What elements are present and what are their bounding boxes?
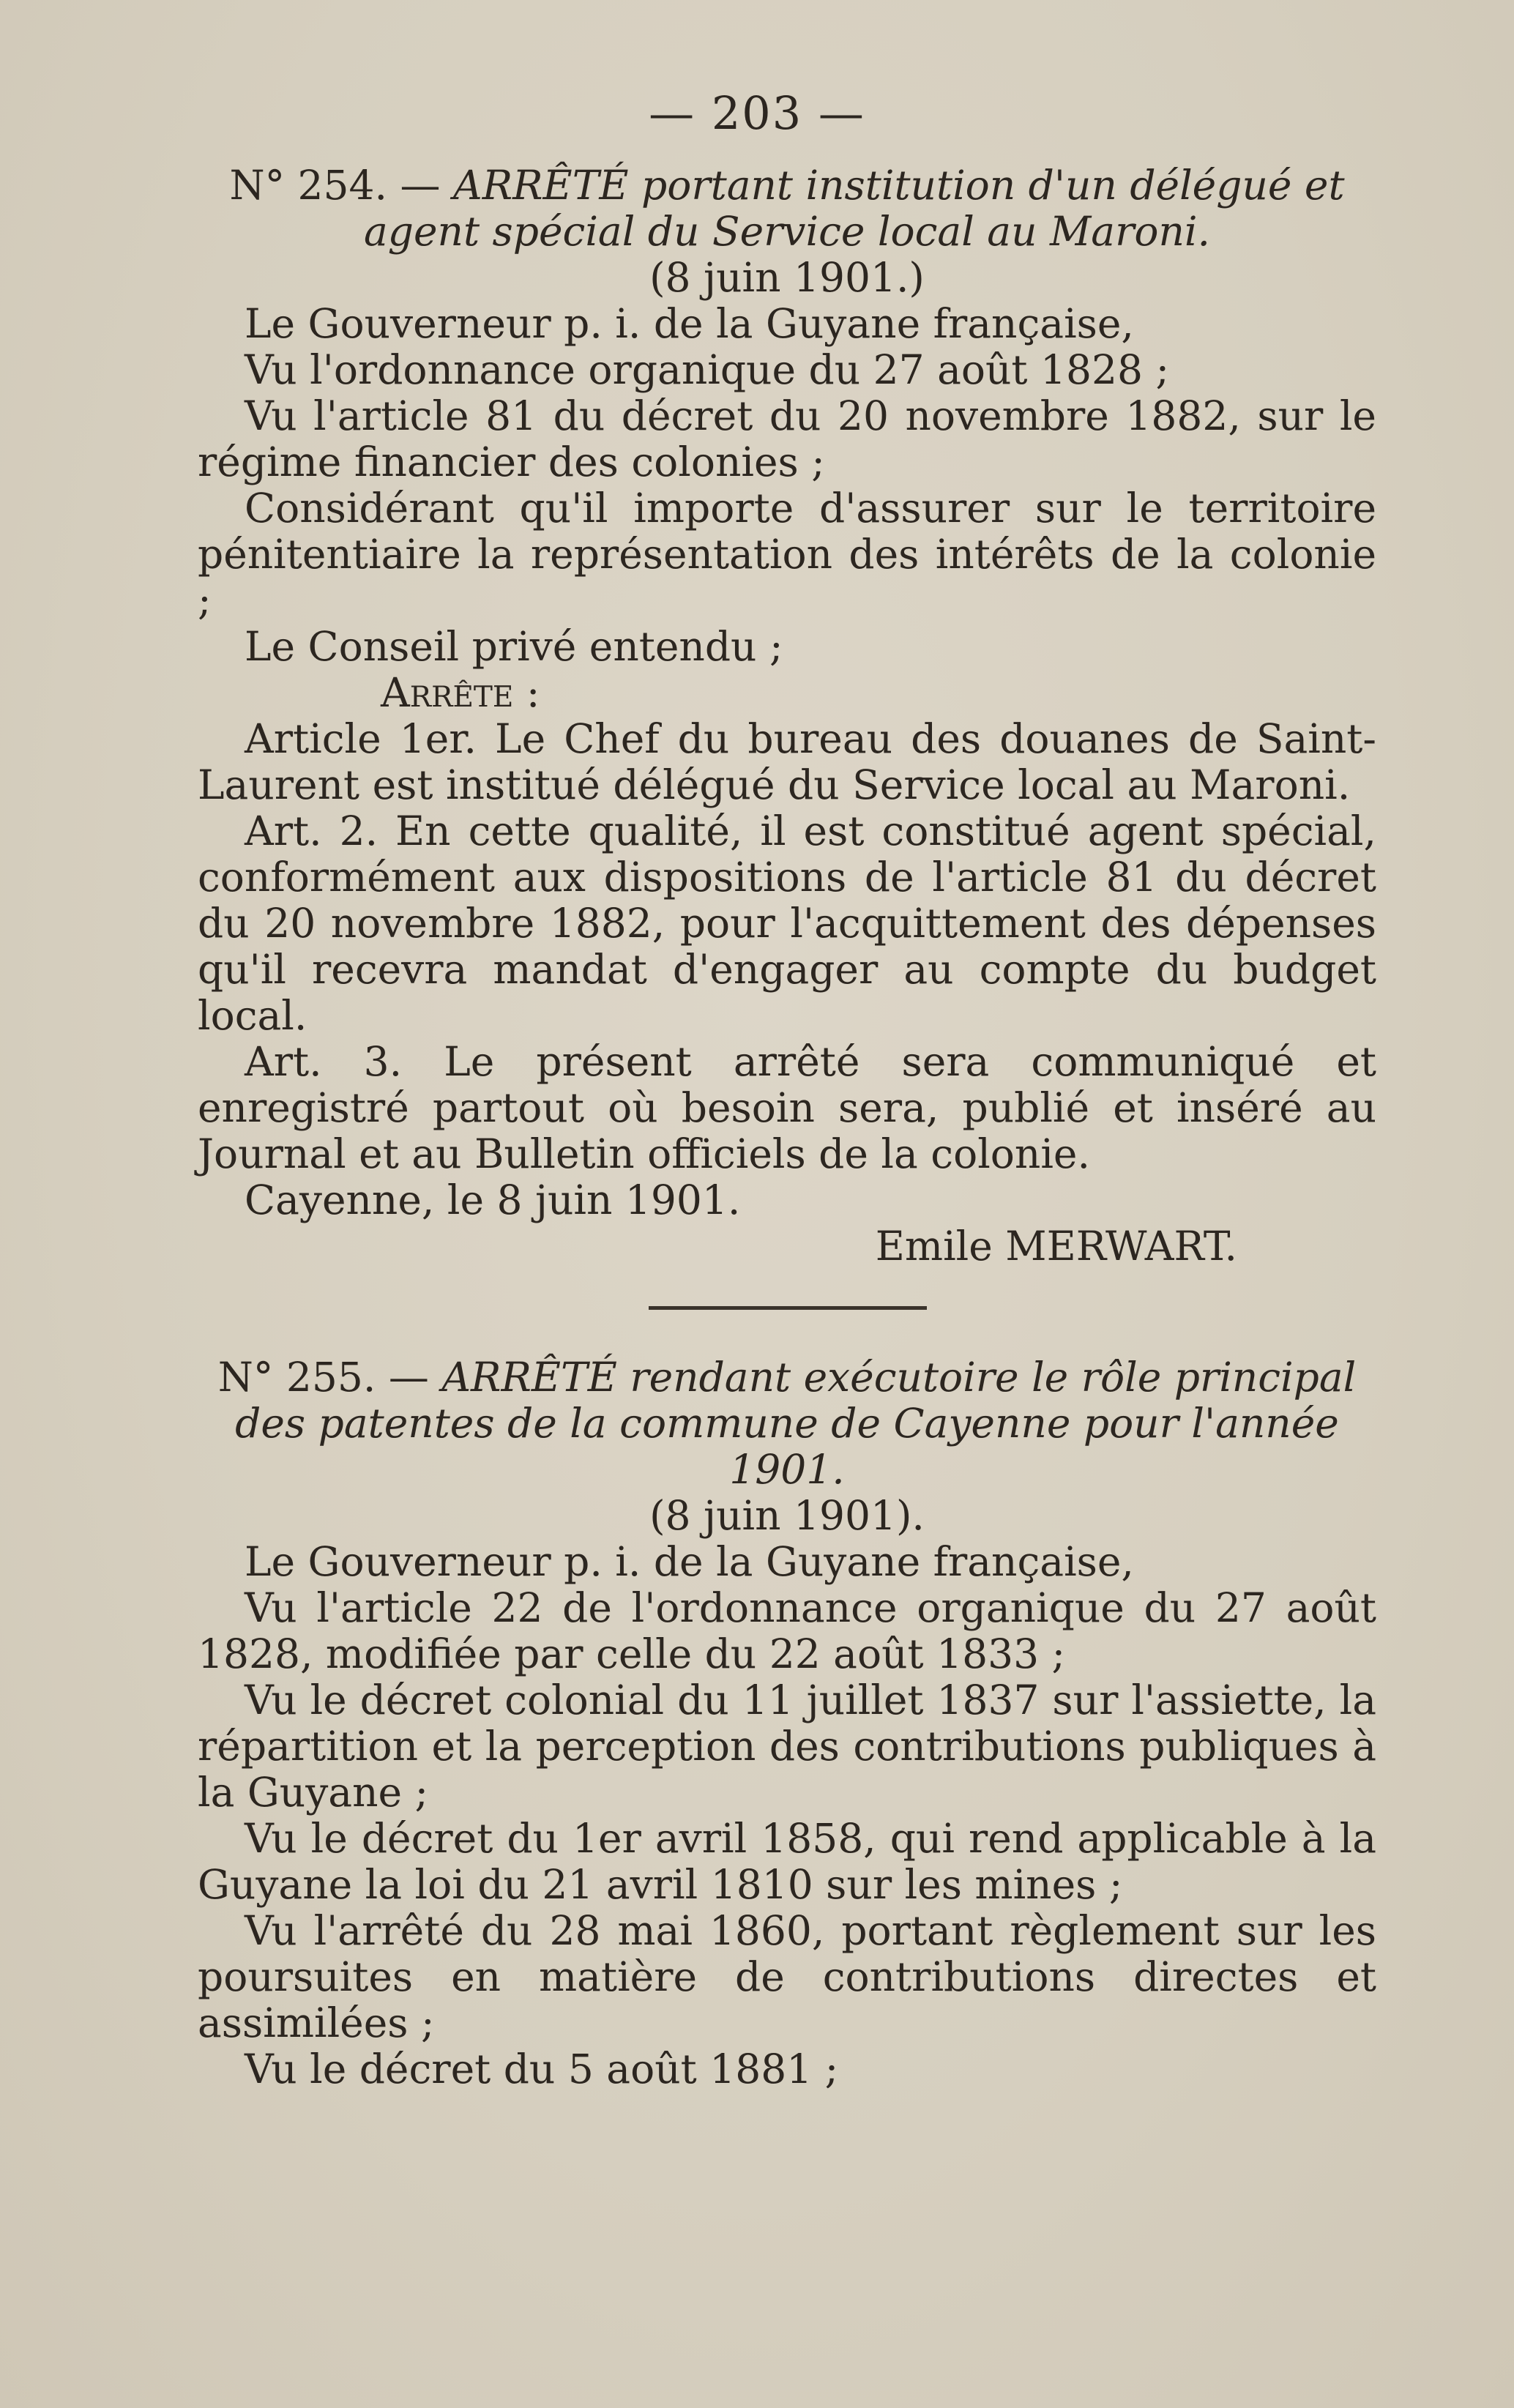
act-254-signature: Emile MERWART. bbox=[875, 1223, 1237, 1270]
act-255 bbox=[198, 1354, 1376, 2092]
act-255-governor: Le Gouverneur p. i. de la Guyane française, bbox=[245, 1538, 1134, 1585]
act-255-heading bbox=[198, 1354, 1376, 1493]
act-254 bbox=[198, 163, 1376, 1270]
act-255-vu-arrete-1860: Vu l'arrêté du 28 mai 1860, portant règlement sur les poursuites en matière de contributions directes et assimilées ; bbox=[198, 1907, 1376, 2046]
act-255-vu-decret-1858: Vu le décret du 1er avril 1858, qui rend applicable à la Guyane la loi du 21 avril 1810 sur les mines ; bbox=[198, 1815, 1376, 1908]
act-254-place-date: Cayenne, le 8 juin 1901. bbox=[245, 1177, 741, 1223]
act-255-date: (8 juin 1901). bbox=[649, 1492, 925, 1539]
act-254-article-2: Art. 2. En cette qualité, il est constitué agent spécial, conformément aux dispositions de l'article 81 du décret du 20 novembre 1882, pour l'acquittement des dépenses qu'il recevra mandat d'engager au compte du budget local. bbox=[198, 808, 1376, 1039]
act-254-heading bbox=[198, 163, 1376, 255]
act-254-number: N° 254. — bbox=[229, 162, 441, 209]
act-254-considerant: Considérant qu'il importe d'assurer sur le territoire pénitentiaire la représentation des intérêts de la colonie ; bbox=[198, 485, 1376, 624]
act-255-vu-article-22: Vu l'article 22 de l'ordonnance organique du 27 août 1828, modifiée par celle du 22 août 1833 ; bbox=[198, 1584, 1376, 1677]
act-254-arrete: Arrête : bbox=[381, 669, 540, 716]
act-255-number: N° 255. — bbox=[217, 1354, 429, 1401]
act-254-conseil: Le Conseil privé entendu ; bbox=[245, 623, 783, 670]
act-255-title: ARRÊTÉ rendant exécutoire le rôle principal des patentes de la commune de Cayenne pour l'année 1901. bbox=[235, 1354, 1357, 1493]
act-254-vu-article: Vu l'article 81 du décret du 20 novembre 1882, sur le régime financier des colonies ; bbox=[198, 392, 1376, 485]
act-254-article-1: Article 1er. Le Chef du bureau des douanes de Saint-Laurent est institué délégué du Service local au Maroni. bbox=[198, 715, 1376, 808]
act-254-vu-ordonnance: Vu l'ordonnance organique du 27 août 1828 ; bbox=[245, 346, 1169, 393]
act-254-article-3: Art. 3. Le présent arrêté sera communiqué et enregistré partout où besoin sera, publié et inséré au Journal et au Bulletin officiels de la colonie. bbox=[198, 1038, 1376, 1177]
act-255-vu-decret-1837: Vu le décret colonial du 11 juillet 1837 sur l'assiette, la répartition et la perception des contributions publiques à la Guyane ; bbox=[198, 1677, 1376, 1816]
section-divider bbox=[649, 1306, 927, 1310]
page-number: — 203 — bbox=[649, 86, 865, 140]
act-255-vu-decret-1881: Vu le décret du 5 août 1881 ; bbox=[245, 2046, 839, 2092]
act-254-date: (8 juin 1901.) bbox=[649, 254, 925, 301]
act-254-title: ARRÊTÉ portant institution d'un délégué et agent spécial du Service local au Maroni. bbox=[364, 162, 1345, 255]
act-254-governor: Le Gouverneur p. i. de la Guyane française, bbox=[245, 300, 1134, 347]
